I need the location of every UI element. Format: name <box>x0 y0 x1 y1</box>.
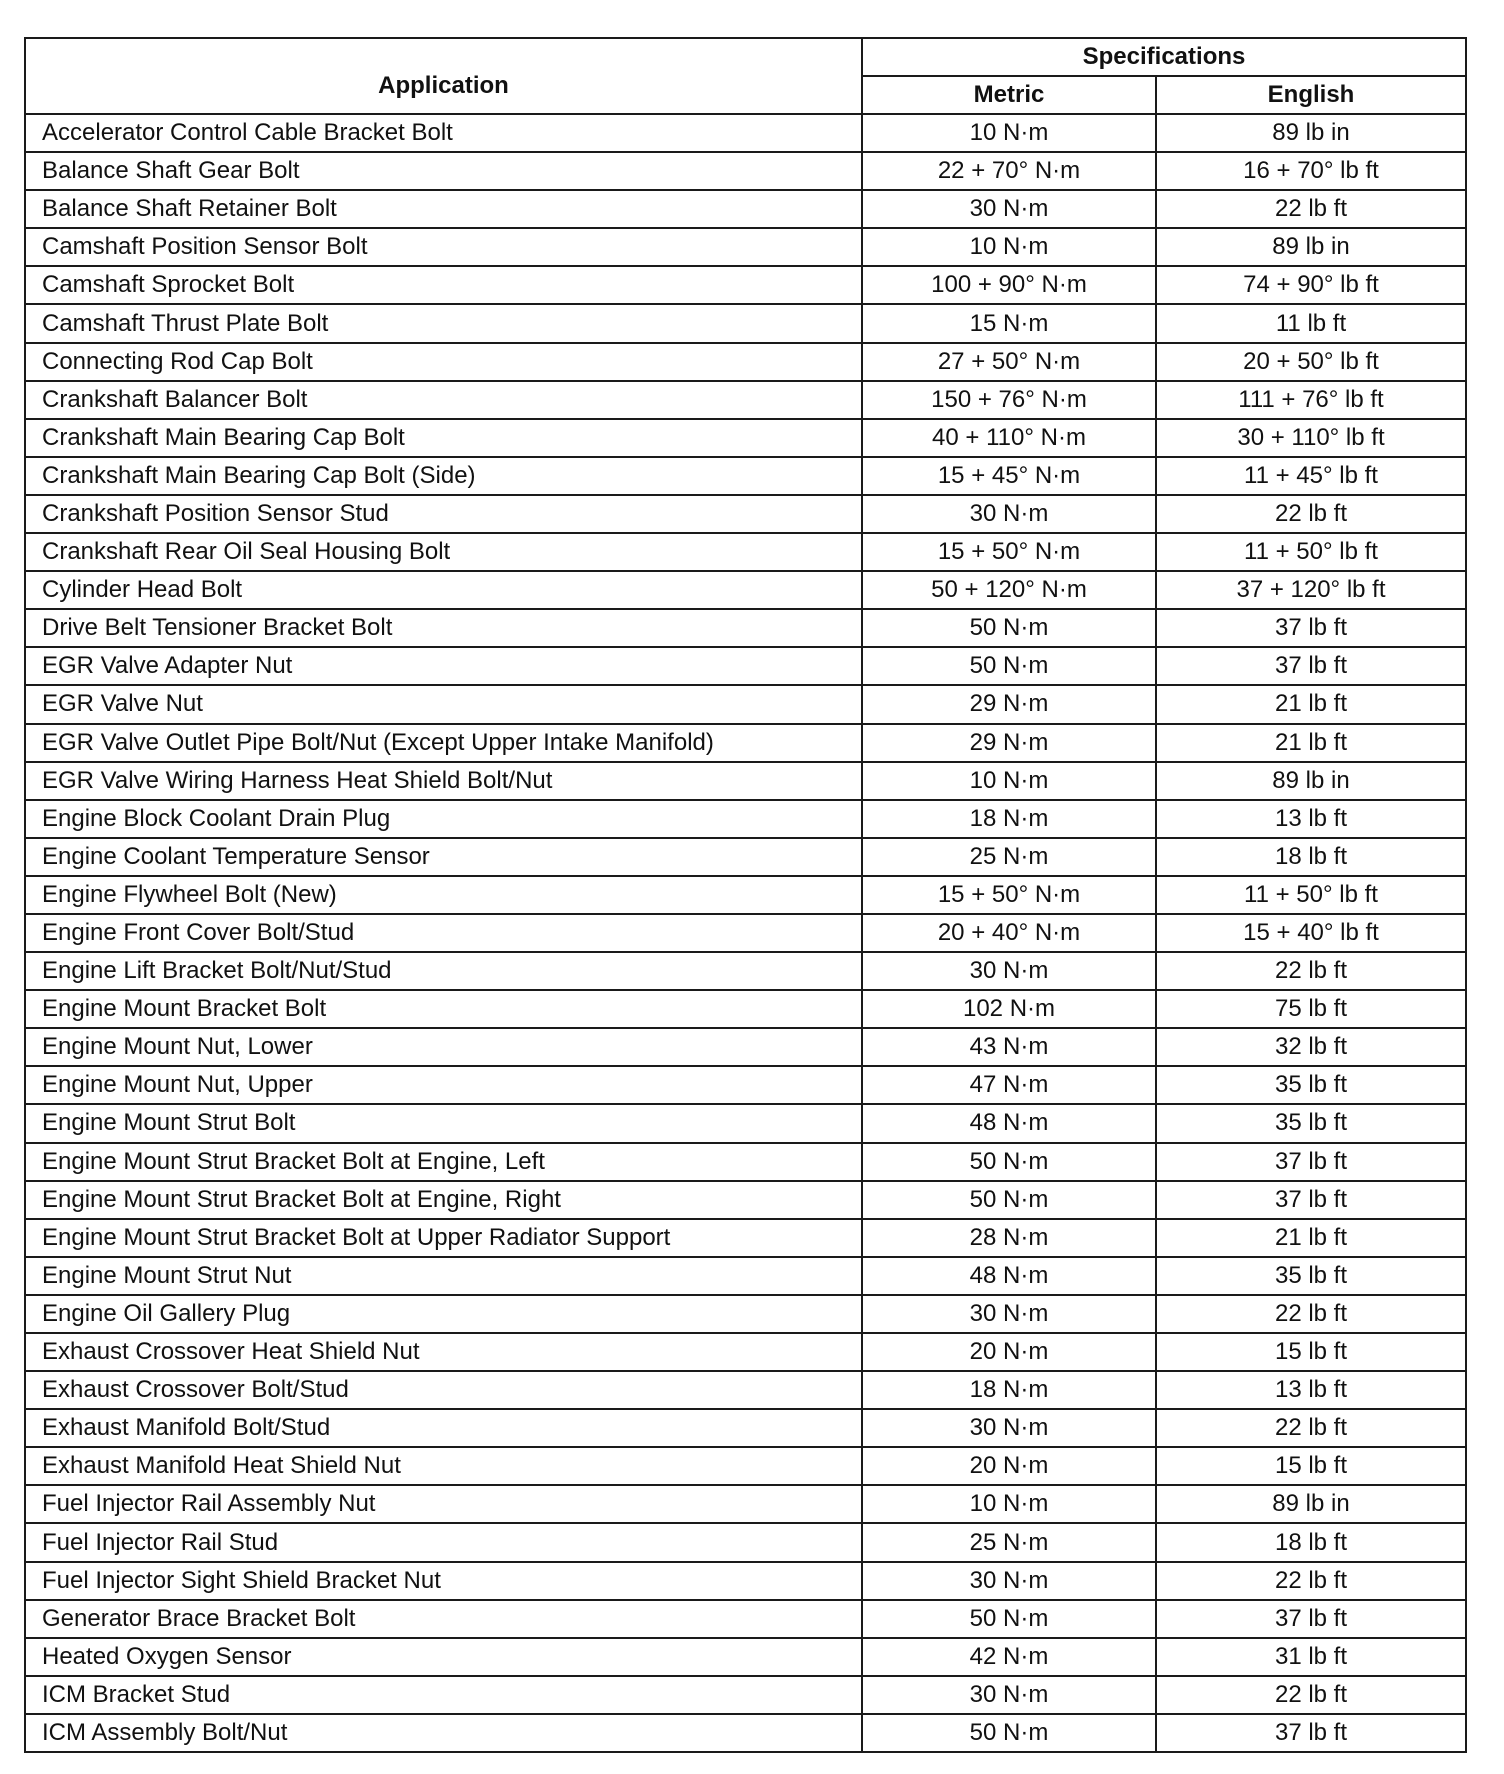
cell-application: Balance Shaft Retainer Bolt <box>25 190 862 228</box>
cell-application: EGR Valve Wiring Harness Heat Shield Bolt/Nut <box>25 762 862 800</box>
table-row <box>25 1638 1466 1676</box>
cell-application: Connecting Rod Cap Bolt <box>25 343 862 381</box>
cell-application: Engine Mount Bracket Bolt <box>25 990 862 1028</box>
cell-application: Engine Block Coolant Drain Plug <box>25 800 862 838</box>
table-row <box>25 571 1466 609</box>
table-row <box>25 419 1466 457</box>
table-row <box>25 1295 1466 1333</box>
cell-application: Fuel Injector Rail Assembly Nut <box>25 1485 862 1523</box>
cell-application: Camshaft Thrust Plate Bolt <box>25 304 862 342</box>
table-row <box>25 1676 1466 1714</box>
cell-metric: 30 N·m <box>862 952 1156 990</box>
header-specifications: Specifications <box>862 38 1466 76</box>
cell-english: 22 lb ft <box>1156 190 1466 228</box>
table-row <box>25 1181 1466 1219</box>
cell-metric: 15 N·m <box>862 304 1156 342</box>
table-row <box>25 1409 1466 1447</box>
cell-english: 11 + 50° lb ft <box>1156 876 1466 914</box>
cell-application: Engine Mount Strut Bracket Bolt at Engine, Left <box>25 1143 862 1181</box>
cell-english: 75 lb ft <box>1156 990 1466 1028</box>
cell-english: 11 lb ft <box>1156 304 1466 342</box>
table-row <box>25 266 1466 304</box>
cell-english: 15 lb ft <box>1156 1447 1466 1485</box>
cell-application: Fuel Injector Sight Shield Bracket Nut <box>25 1562 862 1600</box>
cell-english: 35 lb ft <box>1156 1066 1466 1104</box>
cell-application: Accelerator Control Cable Bracket Bolt <box>25 114 862 152</box>
cell-english: 15 lb ft <box>1156 1333 1466 1371</box>
table-row <box>25 228 1466 266</box>
table-row <box>25 1371 1466 1409</box>
cell-application: Heated Oxygen Sensor <box>25 1638 862 1676</box>
table-row <box>25 609 1466 647</box>
cell-metric: 10 N·m <box>862 1485 1156 1523</box>
cell-english: 74 + 90° lb ft <box>1156 266 1466 304</box>
cell-application: Crankshaft Balancer Bolt <box>25 381 862 419</box>
cell-application: Camshaft Sprocket Bolt <box>25 266 862 304</box>
cell-english: 37 lb ft <box>1156 609 1466 647</box>
cell-application: Engine Mount Strut Bracket Bolt at Engine, Right <box>25 1181 862 1219</box>
table-row <box>25 533 1466 571</box>
cell-application: Engine Coolant Temperature Sensor <box>25 838 862 876</box>
table-row <box>25 1066 1466 1104</box>
cell-english: 37 lb ft <box>1156 1714 1466 1752</box>
header-application: Application <box>25 38 862 114</box>
cell-english: 89 lb in <box>1156 762 1466 800</box>
cell-metric: 47 N·m <box>862 1066 1156 1104</box>
table-row <box>25 1523 1466 1561</box>
cell-english: 30 + 110° lb ft <box>1156 419 1466 457</box>
cell-metric: 10 N·m <box>862 114 1156 152</box>
cell-english: 32 lb ft <box>1156 1028 1466 1066</box>
cell-metric: 50 N·m <box>862 647 1156 685</box>
cell-application: Cylinder Head Bolt <box>25 571 862 609</box>
cell-metric: 30 N·m <box>862 1676 1156 1714</box>
cell-metric: 27 + 50° N·m <box>862 343 1156 381</box>
cell-application: Engine Oil Gallery Plug <box>25 1295 862 1333</box>
cell-metric: 50 N·m <box>862 609 1156 647</box>
cell-metric: 29 N·m <box>862 724 1156 762</box>
cell-application: ICM Assembly Bolt/Nut <box>25 1714 862 1752</box>
cell-english: 37 lb ft <box>1156 647 1466 685</box>
cell-metric: 18 N·m <box>862 1371 1156 1409</box>
cell-english: 15 + 40° lb ft <box>1156 914 1466 952</box>
cell-metric: 20 N·m <box>862 1447 1156 1485</box>
cell-metric: 15 + 50° N·m <box>862 876 1156 914</box>
cell-metric: 48 N·m <box>862 1104 1156 1142</box>
cell-application: Crankshaft Main Bearing Cap Bolt <box>25 419 862 457</box>
table-header <box>25 38 1466 114</box>
cell-english: 37 lb ft <box>1156 1181 1466 1219</box>
cell-english: 11 + 45° lb ft <box>1156 457 1466 495</box>
table-row <box>25 190 1466 228</box>
cell-metric: 25 N·m <box>862 1523 1156 1561</box>
cell-english: 13 lb ft <box>1156 1371 1466 1409</box>
cell-english: 37 + 120° lb ft <box>1156 571 1466 609</box>
cell-english: 22 lb ft <box>1156 1676 1466 1714</box>
cell-english: 35 lb ft <box>1156 1104 1466 1142</box>
cell-application: Exhaust Manifold Bolt/Stud <box>25 1409 862 1447</box>
table-row <box>25 1028 1466 1066</box>
table-row <box>25 876 1466 914</box>
cell-english: 22 lb ft <box>1156 1562 1466 1600</box>
cell-metric: 50 N·m <box>862 1600 1156 1638</box>
cell-english: 21 lb ft <box>1156 724 1466 762</box>
cell-application: Exhaust Crossover Bolt/Stud <box>25 1371 862 1409</box>
cell-metric: 43 N·m <box>862 1028 1156 1066</box>
cell-application: Balance Shaft Gear Bolt <box>25 152 862 190</box>
table-row <box>25 114 1466 152</box>
table-row <box>25 1447 1466 1485</box>
table-row <box>25 1714 1466 1752</box>
table-row <box>25 952 1466 990</box>
cell-english: 13 lb ft <box>1156 800 1466 838</box>
table-row <box>25 838 1466 876</box>
cell-metric: 20 + 40° N·m <box>862 914 1156 952</box>
table-row <box>25 1562 1466 1600</box>
cell-application: Generator Brace Bracket Bolt <box>25 1600 862 1638</box>
cell-metric: 102 N·m <box>862 990 1156 1028</box>
cell-english: 21 lb ft <box>1156 1219 1466 1257</box>
cell-english: 18 lb ft <box>1156 838 1466 876</box>
cell-metric: 20 N·m <box>862 1333 1156 1371</box>
cell-metric: 10 N·m <box>862 762 1156 800</box>
table-body <box>25 114 1466 1752</box>
table-row <box>25 1600 1466 1638</box>
cell-metric: 25 N·m <box>862 838 1156 876</box>
table-row <box>25 990 1466 1028</box>
cell-application: Camshaft Position Sensor Bolt <box>25 228 862 266</box>
cell-metric: 22 + 70° N·m <box>862 152 1156 190</box>
table-row <box>25 343 1466 381</box>
cell-metric: 10 N·m <box>862 228 1156 266</box>
cell-english: 89 lb in <box>1156 114 1466 152</box>
cell-application: Engine Flywheel Bolt (New) <box>25 876 862 914</box>
cell-application: Crankshaft Position Sensor Stud <box>25 495 862 533</box>
cell-english: 35 lb ft <box>1156 1257 1466 1295</box>
cell-english: 20 + 50° lb ft <box>1156 343 1466 381</box>
cell-metric: 42 N·m <box>862 1638 1156 1676</box>
cell-metric: 48 N·m <box>862 1257 1156 1295</box>
cell-english: 22 lb ft <box>1156 952 1466 990</box>
cell-metric: 50 N·m <box>862 1143 1156 1181</box>
cell-application: Crankshaft Rear Oil Seal Housing Bolt <box>25 533 862 571</box>
cell-english: 37 lb ft <box>1156 1600 1466 1638</box>
cell-metric: 18 N·m <box>862 800 1156 838</box>
cell-english: 37 lb ft <box>1156 1143 1466 1181</box>
cell-application: ICM Bracket Stud <box>25 1676 862 1714</box>
torque-spec-table <box>24 37 1467 1753</box>
table-row <box>25 1143 1466 1181</box>
table-row <box>25 647 1466 685</box>
cell-application: Exhaust Crossover Heat Shield Nut <box>25 1333 862 1371</box>
table-row <box>25 1257 1466 1295</box>
cell-english: 11 + 50° lb ft <box>1156 533 1466 571</box>
cell-metric: 30 N·m <box>862 1562 1156 1600</box>
cell-metric: 30 N·m <box>862 190 1156 228</box>
cell-application: Engine Lift Bracket Bolt/Nut/Stud <box>25 952 862 990</box>
cell-metric: 50 N·m <box>862 1714 1156 1752</box>
cell-application: Engine Mount Strut Bolt <box>25 1104 862 1142</box>
table-row <box>25 1104 1466 1142</box>
cell-english: 111 + 76° lb ft <box>1156 381 1466 419</box>
cell-metric: 30 N·m <box>862 495 1156 533</box>
table-row <box>25 381 1466 419</box>
header-metric: Metric <box>862 76 1156 114</box>
cell-metric: 30 N·m <box>862 1295 1156 1333</box>
cell-metric: 50 + 120° N·m <box>862 571 1156 609</box>
cell-application: Engine Mount Strut Bracket Bolt at Upper Radiator Support <box>25 1219 862 1257</box>
table-row <box>25 152 1466 190</box>
cell-metric: 100 + 90° N·m <box>862 266 1156 304</box>
cell-english: 22 lb ft <box>1156 1409 1466 1447</box>
table-row <box>25 685 1466 723</box>
cell-application: Crankshaft Main Bearing Cap Bolt (Side) <box>25 457 862 495</box>
cell-english: 31 lb ft <box>1156 1638 1466 1676</box>
cell-english: 21 lb ft <box>1156 685 1466 723</box>
header-english: English <box>1156 76 1466 114</box>
cell-application: EGR Valve Nut <box>25 685 862 723</box>
table-row <box>25 304 1466 342</box>
cell-application: EGR Valve Outlet Pipe Bolt/Nut (Except Upper Intake Manifold) <box>25 724 862 762</box>
cell-metric: 50 N·m <box>862 1181 1156 1219</box>
cell-english: 22 lb ft <box>1156 495 1466 533</box>
table-row <box>25 1333 1466 1371</box>
cell-metric: 40 + 110° N·m <box>862 419 1156 457</box>
table-row <box>25 495 1466 533</box>
table-row <box>25 914 1466 952</box>
cell-application: Exhaust Manifold Heat Shield Nut <box>25 1447 862 1485</box>
table-row <box>25 800 1466 838</box>
cell-english: 89 lb in <box>1156 1485 1466 1523</box>
cell-metric: 29 N·m <box>862 685 1156 723</box>
cell-english: 18 lb ft <box>1156 1523 1466 1561</box>
cell-application: Drive Belt Tensioner Bracket Bolt <box>25 609 862 647</box>
cell-metric: 150 + 76° N·m <box>862 381 1156 419</box>
cell-metric: 15 + 45° N·m <box>862 457 1156 495</box>
cell-application: Engine Mount Nut, Lower <box>25 1028 862 1066</box>
cell-application: Fuel Injector Rail Stud <box>25 1523 862 1561</box>
table-row <box>25 457 1466 495</box>
cell-application: EGR Valve Adapter Nut <box>25 647 862 685</box>
table-row <box>25 724 1466 762</box>
cell-english: 22 lb ft <box>1156 1295 1466 1333</box>
cell-application: Engine Front Cover Bolt/Stud <box>25 914 862 952</box>
table-row <box>25 1485 1466 1523</box>
cell-english: 16 + 70° lb ft <box>1156 152 1466 190</box>
cell-metric: 15 + 50° N·m <box>862 533 1156 571</box>
cell-metric: 30 N·m <box>862 1409 1156 1447</box>
cell-metric: 28 N·m <box>862 1219 1156 1257</box>
table-row <box>25 762 1466 800</box>
cell-english: 89 lb in <box>1156 228 1466 266</box>
cell-application: Engine Mount Strut Nut <box>25 1257 862 1295</box>
table-row <box>25 1219 1466 1257</box>
cell-application: Engine Mount Nut, Upper <box>25 1066 862 1104</box>
